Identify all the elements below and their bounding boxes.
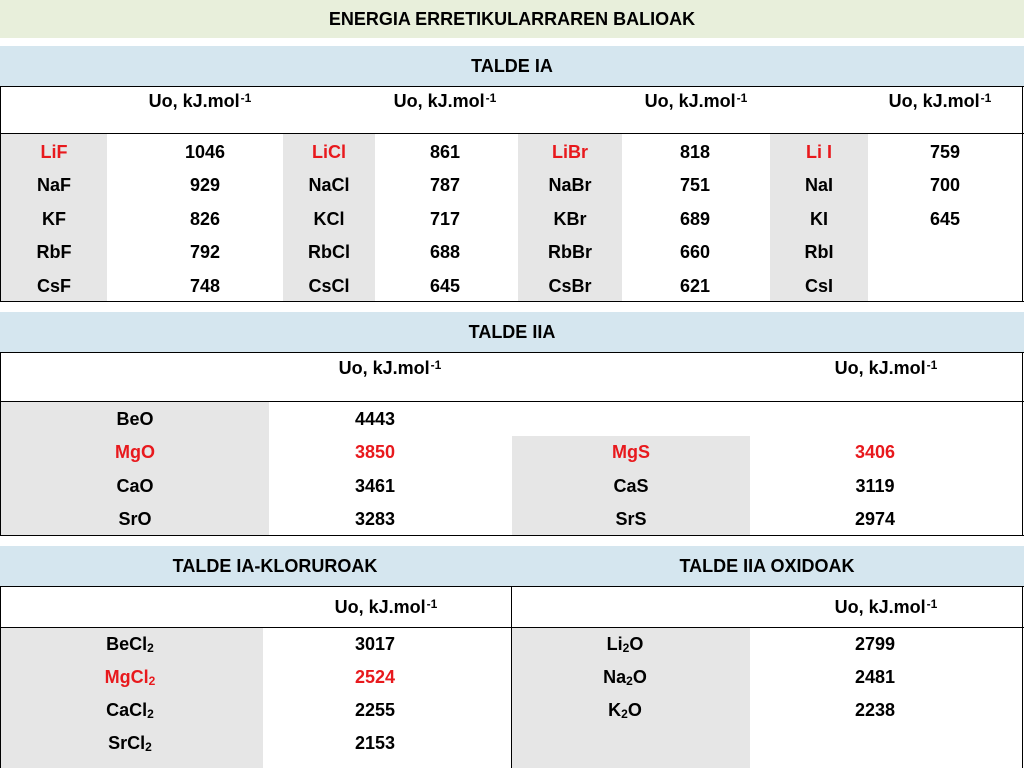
ia-value-cell: 787: [429, 175, 461, 196]
ia-salt-cell: LiCl: [312, 142, 346, 162]
ia-salt-cell: CsI: [804, 275, 833, 296]
ia-salt-cell: KBr: [553, 208, 587, 229]
iia-sulfide-salt: MgS: [612, 442, 650, 463]
ia-value-cell: 621: [679, 275, 711, 296]
ia-value-cell: 688: [429, 242, 461, 263]
iia-sulfide-value: 2974: [854, 508, 896, 529]
ia-unit-header: Uo, kJ.mol $^{-1}$: [393, 91, 497, 111]
ia-value-cell: 861: [429, 142, 461, 162]
ia-value-cell: 660: [679, 242, 711, 263]
chloride-formula: BeCl $_2$: [106, 634, 154, 655]
iia-oxide-salt: CaO: [116, 475, 154, 496]
ia-value-cell: 792: [189, 242, 221, 263]
ia-value-cell: 818: [679, 142, 711, 162]
iia-unit-header: Uo, kJ.mol $^{-1}$: [338, 358, 442, 378]
ia-value-cell: 759: [929, 142, 961, 162]
oxide-formula: Na $_2$ O: [603, 667, 647, 688]
ia-value-cell: 645: [929, 208, 961, 229]
iia-sulfide-salt: SrS: [615, 508, 647, 529]
ia-salt-cell: KCl: [313, 208, 345, 229]
ia-value-cell: 748: [189, 275, 221, 296]
oxide-value: 2238: [854, 700, 896, 720]
ia-value-cell: 645: [429, 275, 461, 296]
ia-salt-cell: KF: [42, 208, 66, 229]
iia-oxide-salt: BeO: [116, 409, 154, 429]
ia-value-cell: [880, 237, 1010, 267]
oxide-value: 2481: [854, 667, 896, 687]
iia-sulfide-salt: CaS: [613, 475, 649, 496]
chloride-value: 2524: [354, 667, 396, 687]
ia-salt-cell: RbCl: [308, 242, 350, 263]
ia-salt-cell: RbI: [804, 242, 834, 263]
ia-value-cell: 826: [189, 208, 221, 229]
chloride-value: 2255: [354, 700, 396, 720]
ia-salt-cell: RbBr: [548, 242, 592, 263]
ia-salt-cell: NaI: [804, 175, 833, 196]
ia-unit-header: Uo, kJ.mol $^{-1}$: [644, 91, 748, 111]
ia-salt-cell: Li I: [806, 142, 832, 162]
ia-value-cell: 700: [929, 175, 961, 196]
ia-heading-band: [0, 46, 1024, 86]
iia-oxide-value: 3850: [354, 442, 396, 463]
ia-salt-cell: NaBr: [548, 175, 592, 196]
iia-oxide-value: 3461: [354, 475, 396, 496]
iia-unit-header: Uo, kJ.mol $^{-1}$: [834, 358, 938, 378]
chlorides-unit-header: Uo, kJ.mol $^{-1}$: [334, 597, 438, 617]
iia-oxide-value: 3283: [354, 508, 396, 529]
ia-salt-cell: LiBr: [552, 142, 588, 162]
ia-salt-cell: RbF: [36, 242, 72, 263]
ia-value-cell: [880, 271, 1010, 301]
ia-salt-cell: CsF: [36, 275, 71, 296]
chloride-value: 2153: [354, 733, 396, 753]
ia-salt-cell: NaCl: [308, 175, 350, 196]
iia-oxide-value: 4443: [354, 409, 396, 429]
ia-unit-header: Uo, kJ.mol $^{-1}$: [888, 91, 992, 111]
oxides2-heading: TALDE IIA OXIDOAK: [679, 556, 855, 576]
ia-value-cell: 751: [679, 175, 711, 196]
iia-sulfide-value: 3119: [855, 475, 895, 496]
ia-salt-cell: KI: [810, 208, 828, 229]
ia-value-cell: 929: [189, 175, 221, 196]
ia-heading: TALDE IA: [471, 55, 553, 76]
chloride-formula: MgCl $_2$: [104, 667, 156, 688]
ia-value-cell: 717: [429, 208, 461, 229]
ia-unit-header: Uo, kJ.mol $^{-1}$: [148, 91, 252, 111]
iia-sulfide-value: 3406: [854, 442, 896, 463]
title-band: [0, 0, 1024, 38]
iia-heading: TALDE IIA: [468, 321, 556, 342]
ia-salt-cell: CsCl: [308, 275, 350, 296]
ia-salt-cell: LiF: [40, 142, 68, 162]
iia-oxide-salt: SrO: [118, 508, 152, 529]
chlorides-heading: TALDE IA-KLORUROAK: [172, 556, 378, 576]
ia-value-cell: 689: [679, 208, 711, 229]
iia-heading-band: [0, 312, 1024, 352]
iia-oxide-salt: MgO: [115, 442, 155, 463]
oxide-value: 2799: [854, 634, 896, 654]
chloride-formula: SrCl $_2$: [108, 733, 152, 754]
oxide-formula: K $_2$ O: [608, 700, 642, 721]
page-title: ENERGIA ERRETIKULARRAREN BALIOAK: [328, 8, 696, 29]
oxide-formula: Li $_2$ O: [606, 634, 644, 655]
ia-value-cell: 1046: [184, 142, 226, 162]
oxides2-unit-header: Uo, kJ.mol $^{-1}$: [834, 597, 938, 617]
chloride-formula: CaCl $_2$: [106, 700, 154, 721]
chloride-value: 3017: [354, 634, 396, 654]
ia-salt-cell: CsBr: [548, 275, 592, 296]
ia-salt-cell: NaF: [36, 175, 71, 196]
